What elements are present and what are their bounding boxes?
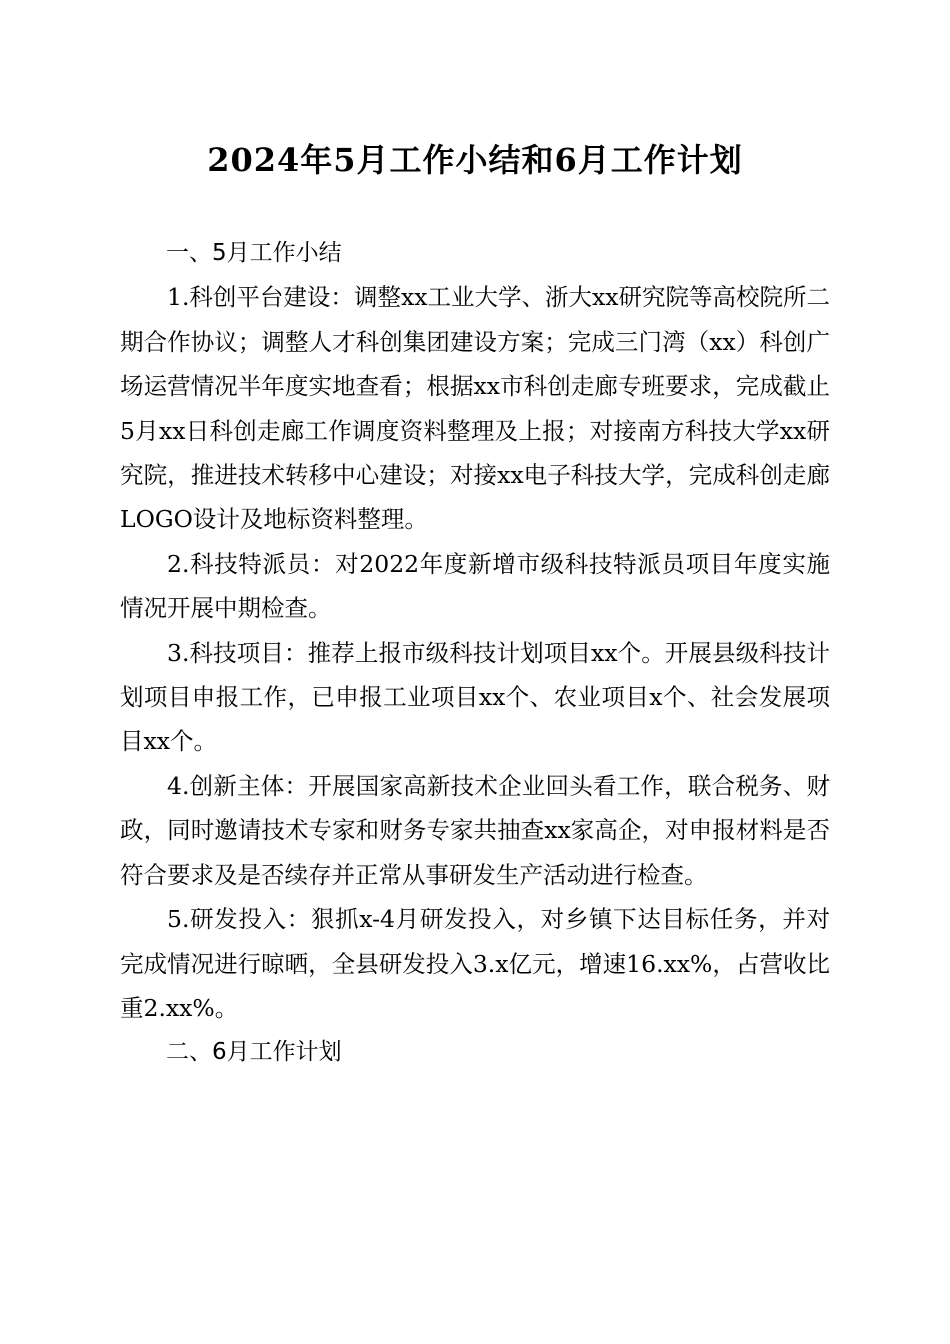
section-heading-may-summary: 一、5月工作小结 <box>166 240 342 266</box>
document-body <box>120 231 830 1075</box>
section-heading-june-plan: 二、6月工作计划 <box>166 1039 342 1066</box>
paragraph-rd-investment: 5.研发投入：狠抓x-4月研发投入，对乡镇下达目标任务，并对完成情况进行晾晒，全县研发投入3.x亿元，增速16.xx%，占营收比重2.xx%。 <box>120 905 830 1022</box>
paragraph-tech-projects: 3.科技项目：推荐上报市级科技计划项目xx个。开展县级科技计划项目申报工作，已申报工业项目xx个、农业项目x个、社会发展项目xx个。 <box>120 638 830 756</box>
document-title: 2024年5月工作小结和6月工作计划 <box>207 141 743 179</box>
paragraph-tech-platform: 1.科创平台建设：调整xx工业大学、浙大xx研究院等高校院所二期合作协议；调整人才科创集团建设方案；完成三门湾（xx）科创广场运营情况半年度实地查看；根据xx市科创走廊专班要求，完成截止5月xx日科创走廊工作调度资料整理及上报；对接南方科技大学xx研究院，推进技术转移中心建设；对接xx电子科技大学，完成科创走廊LOGO设计及地标资料整理。 <box>120 283 830 534</box>
paragraph-tech-commissioner: 2.科技特派员：对2022年度新增市级科技特派员项目年度实施情况开展中期检查。 <box>120 549 830 623</box>
paragraph-innovation-entities: 4.创新主体：开展国家高新技术企业回头看工作，联合税务、财政，同时邀请技术专家和财务专家共抽查xx家高企，对申报材料是否符合要求及是否续存并正常从事研发生产活动进行检查。 <box>120 771 830 889</box>
